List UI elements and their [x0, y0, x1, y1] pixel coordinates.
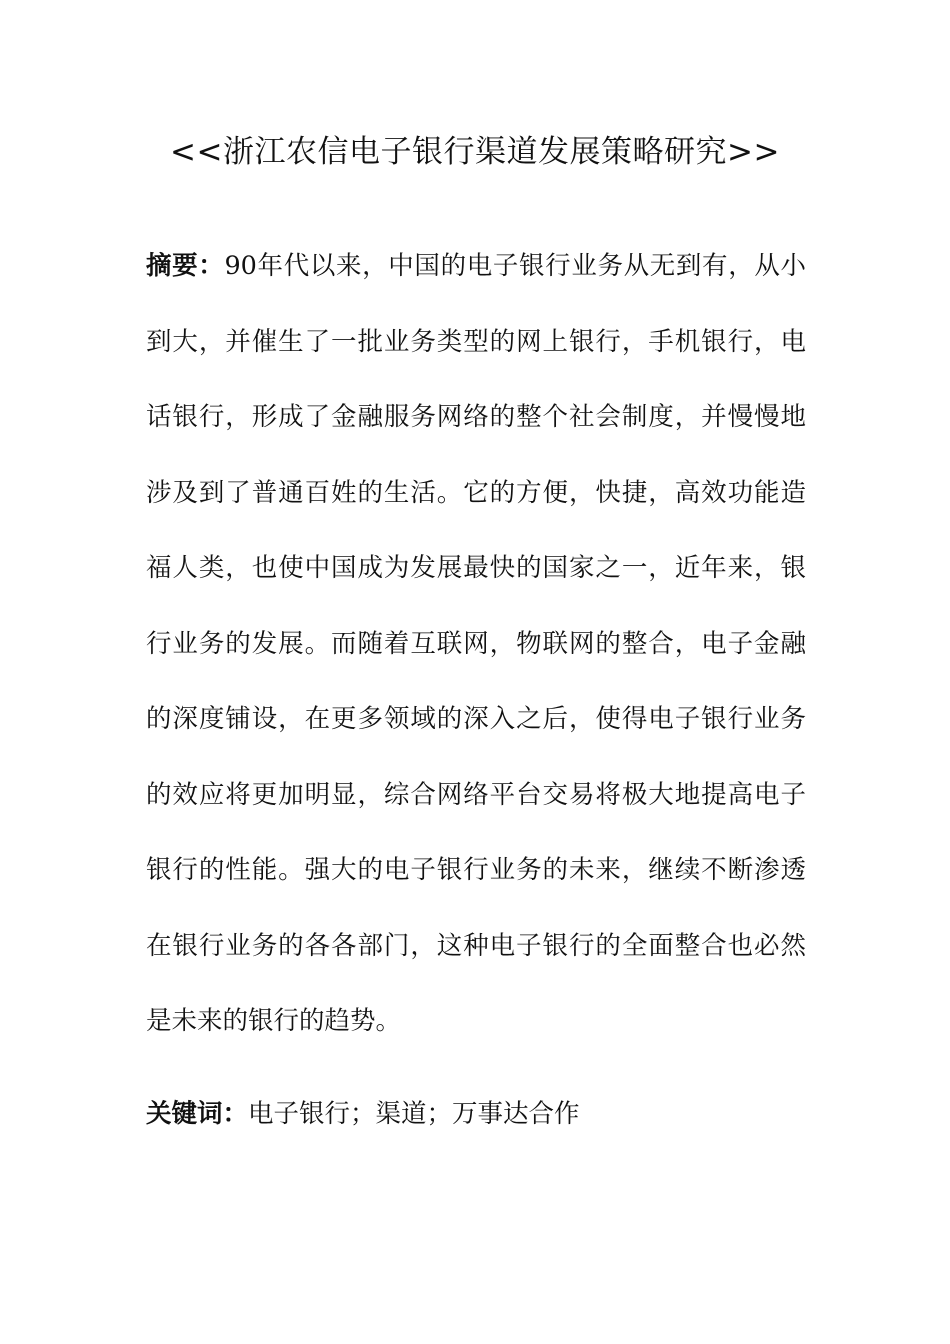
keywords-text: 电子银行；渠道；万事达合作 [248, 1099, 580, 1129]
abstract-text: 90年代以来，中国的电子银行业务从无到有，从小到大，并催生了一批业务类型的网上银行，手机银行，电话银行，形成了金融服务网络的整个社会制度，并慢慢地涉及到了普通百姓的生活。它的方便，快捷，高效功能造福人类，也使中国成为发展最快的国家之一，近年来，银行业务的发展。而随着互联网，物联网的整合，电子金融的深度铺设，在更多领域的深入之后，使得电子银行业务的效应将更加明显，综合网络平台交易将极大地提高电子银行的性能。强大的电子银行业务的未来，继续不断渗透在银行业务的各各部门，这种电子银行的全面整合也必然是未来的银行的趋势。 [146, 251, 806, 1036]
document-title: <<浙江农信电子银行渠道发展策略研究>> [170, 134, 780, 170]
abstract-label: 摘要： [146, 251, 225, 281]
keywords-label: 关键词： [146, 1099, 249, 1129]
keywords-paragraph [146, 1089, 806, 1139]
abstract-paragraph [146, 229, 806, 1060]
